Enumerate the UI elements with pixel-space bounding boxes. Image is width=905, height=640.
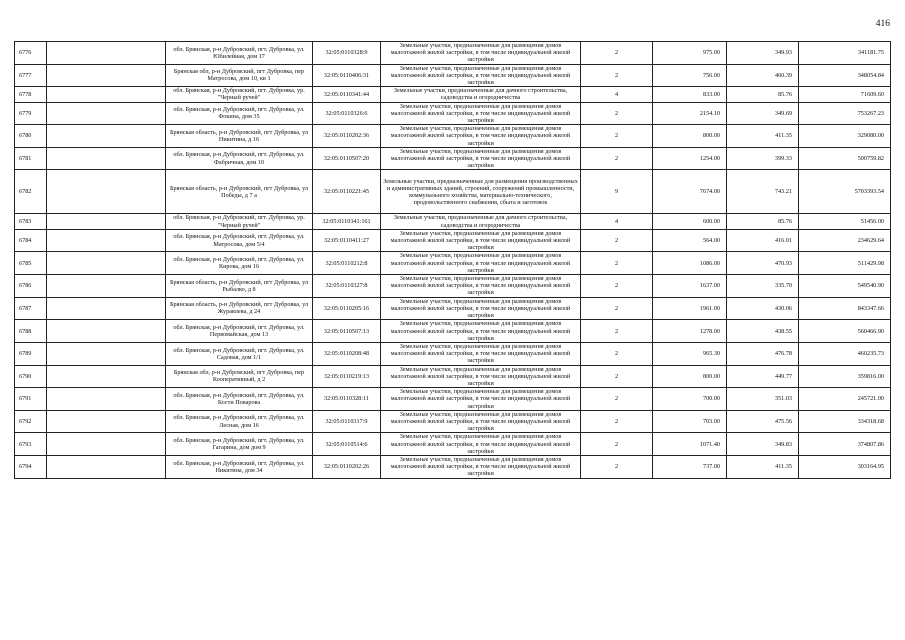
land-use-cell: Земельные участки, предназначенные для дачного строительства, садоводства и огородничества xyxy=(381,87,581,102)
address-cell: обл. Брянская, р-н Дубровский, пгт. Дубровка, ул. Фокина, дом 35 xyxy=(166,102,313,125)
cadastral-number-cell: 32:05:0110317:9 xyxy=(313,410,381,433)
empty-cell xyxy=(47,388,166,411)
land-use-cell: Земельные участки, предназначенные для размещения домов малоэтажной жилой застройки, в том числе индивидуальной жилой застройки xyxy=(381,297,581,320)
group-cell: 2 xyxy=(581,102,653,125)
cadastral-value-cell: 511429.98 xyxy=(799,252,891,275)
cadastral-value-cell: 234629.64 xyxy=(799,229,891,252)
cadastral-number-cell: 32:05:0110202:26 xyxy=(313,455,381,478)
address-cell: Брянская обл, р-н Дубровский, пгт Дубровка, пер Кооперативный, д 2 xyxy=(166,365,313,388)
row-number: 6777 xyxy=(15,64,47,87)
specific-value-cell: 449.77 xyxy=(727,365,799,388)
empty-cell xyxy=(47,297,166,320)
cadastral-number-cell: 32:05:0110327:8 xyxy=(313,275,381,298)
row-number: 6781 xyxy=(15,147,47,170)
group-cell: 9 xyxy=(581,170,653,214)
cadastral-number-cell: 32:05:0110208:48 xyxy=(313,342,381,365)
cadastral-value-cell: 359816.00 xyxy=(799,365,891,388)
land-use-cell: Земельные участки, предназначенные для размещения домов малоэтажной жилой застройки, в том числе индивидуальной жилой застройки xyxy=(381,433,581,456)
address-cell: обл. Брянская, р-н Дубровский, пгт. Дубровка, ул. Матросова, дом 5/4 xyxy=(166,229,313,252)
cadastral-number-cell: 32:05:0110326:6 xyxy=(313,102,381,125)
group-cell: 2 xyxy=(581,410,653,433)
specific-value-cell: 475.56 xyxy=(727,410,799,433)
empty-cell xyxy=(47,320,166,343)
row-number: 6788 xyxy=(15,320,47,343)
address-cell: Брянская область, р-н Дубровский, пгт Дубровка, ул Победы, д 7 а xyxy=(166,170,313,214)
table-row xyxy=(15,64,891,87)
specific-value-cell: 743.21 xyxy=(727,170,799,214)
address-cell: обл. Брянская, р-н Дубровский, пгт. Дубровка, ул. Кости Поварова xyxy=(166,388,313,411)
row-number: 6782 xyxy=(15,170,47,214)
area-cell: 703.00 xyxy=(653,410,727,433)
address-cell: Брянская обл, р-н Дубровский, пгт Дубровка, пер Матросова, дом 10, кв 1 xyxy=(166,64,313,87)
specific-value-cell: 85.76 xyxy=(727,87,799,102)
group-cell: 2 xyxy=(581,342,653,365)
cadastral-value-cell: 341181.75 xyxy=(799,42,891,65)
area-cell: 833.00 xyxy=(653,87,727,102)
cadastral-number-cell: 32:05:0110328:11 xyxy=(313,388,381,411)
area-cell: 7674.00 xyxy=(653,170,727,214)
area-cell: 1086.00 xyxy=(653,252,727,275)
area-cell: 800.00 xyxy=(653,365,727,388)
area-cell: 756.00 xyxy=(653,64,727,87)
empty-cell xyxy=(47,365,166,388)
table-row xyxy=(15,170,891,214)
table-row xyxy=(15,455,891,478)
group-cell: 4 xyxy=(581,214,653,229)
table-row xyxy=(15,433,891,456)
table-row xyxy=(15,229,891,252)
empty-cell xyxy=(47,87,166,102)
row-number: 6794 xyxy=(15,455,47,478)
group-cell: 2 xyxy=(581,229,653,252)
land-use-cell: Земельные участки, предназначенные для размещения домов малоэтажной жилой застройки, в том числе индивидуальной жилой застройки xyxy=(381,64,581,87)
row-number: 6779 xyxy=(15,102,47,125)
cadastral-number-cell: 32:05:0110202:36 xyxy=(313,125,381,148)
empty-cell xyxy=(47,147,166,170)
empty-cell xyxy=(47,229,166,252)
cadastral-value-cell: 460235.73 xyxy=(799,342,891,365)
cadastral-value-cell: 303164.95 xyxy=(799,455,891,478)
group-cell: 2 xyxy=(581,365,653,388)
empty-cell xyxy=(47,455,166,478)
area-cell: 737.00 xyxy=(653,455,727,478)
cadastral-number-cell: 32:05:0110328:9 xyxy=(313,42,381,65)
land-use-cell: Земельные участки, предназначенные для размещения домов малоэтажной жилой застройки, в том числе индивидуальной жилой застройки xyxy=(381,342,581,365)
cadastral-number-cell: 32:05:0110341:161 xyxy=(313,214,381,229)
specific-value-cell: 411.35 xyxy=(727,125,799,148)
land-use-cell: Земельные участки, предназначенные для размещения домов малоэтажной жилой застройки, в том числе индивидуальной жилой застройки xyxy=(381,102,581,125)
group-cell: 2 xyxy=(581,42,653,65)
area-cell: 700.00 xyxy=(653,388,727,411)
group-cell: 2 xyxy=(581,297,653,320)
empty-cell xyxy=(47,125,166,148)
area-cell: 800.00 xyxy=(653,125,727,148)
empty-cell xyxy=(47,275,166,298)
cadastral-value-cell: 5703393.54 xyxy=(799,170,891,214)
area-cell: 1254.00 xyxy=(653,147,727,170)
address-cell: обл. Брянская, р-н Дубровский, пгт. Дубровка, ул. Первомайская, дом 13 xyxy=(166,320,313,343)
group-cell: 2 xyxy=(581,125,653,148)
cadastral-value-cell: 51456.00 xyxy=(799,214,891,229)
area-cell: 965.30 xyxy=(653,342,727,365)
address-cell: Брянская область, р-н Дубровский, пгт Дубровка, ул Журавлева, д 24 xyxy=(166,297,313,320)
specific-value-cell: 476.78 xyxy=(727,342,799,365)
area-cell: 564.00 xyxy=(653,229,727,252)
cadastral-value-cell: 334318.68 xyxy=(799,410,891,433)
row-number: 6778 xyxy=(15,87,47,102)
table-row xyxy=(15,320,891,343)
cadastral-number-cell: 32:05:0110411:27 xyxy=(313,229,381,252)
cadastral-value-cell: 843347.66 xyxy=(799,297,891,320)
land-use-cell: Земельные участки, предназначенные для размещения домов малоэтажной жилой застройки, в том числе индивидуальной жилой застройки xyxy=(381,229,581,252)
row-number: 6786 xyxy=(15,275,47,298)
cadastral-value-cell: 374807.86 xyxy=(799,433,891,456)
address-cell: обл. Брянская, р-н Дубровский, пгт. Дубровка, ул. Садовая, дом 1/1 xyxy=(166,342,313,365)
area-cell: 2154.10 xyxy=(653,102,727,125)
page-number: 416 xyxy=(875,19,890,29)
cadastral-number-cell: 32:05:0110221:45 xyxy=(313,170,381,214)
row-number: 6792 xyxy=(15,410,47,433)
address-cell: обл. Брянская, р-н Дубровский, пгт. Дубровка, ур. "Черный ручей" xyxy=(166,87,313,102)
cadastral-number-cell: 32:05:0110507:13 xyxy=(313,320,381,343)
empty-cell xyxy=(47,433,166,456)
row-number: 6790 xyxy=(15,365,47,388)
land-use-cell: Земельные участки, предназначенные для размещения домов малоэтажной жилой застройки, в том числе индивидуальной жилой застройки xyxy=(381,252,581,275)
empty-cell xyxy=(47,214,166,229)
row-number: 6787 xyxy=(15,297,47,320)
group-cell: 2 xyxy=(581,388,653,411)
specific-value-cell: 85.76 xyxy=(727,214,799,229)
area-cell: 1961.00 xyxy=(653,297,727,320)
address-cell: обл. Брянская, р-н Дубровский, пгт. Дубровка, ул. Лесная, дом 16 xyxy=(166,410,313,433)
specific-value-cell: 349.83 xyxy=(727,433,799,456)
land-use-cell: Земельные участки, предназначенные для размещения домов малоэтажной жилой застройки, в том числе индивидуальной жилой застройки xyxy=(381,147,581,170)
table-row xyxy=(15,147,891,170)
specific-value-cell: 349.69 xyxy=(727,102,799,125)
table-row xyxy=(15,297,891,320)
row-number: 6784 xyxy=(15,229,47,252)
table-row xyxy=(15,42,891,65)
specific-value-cell: 351.03 xyxy=(727,388,799,411)
area-cell: 975.00 xyxy=(653,42,727,65)
cadastral-value-cell: 549540.90 xyxy=(799,275,891,298)
land-use-cell: Земельные участки, предназначенные для размещения домов малоэтажной жилой застройки, в том числе индивидуальной жилой застройки xyxy=(381,125,581,148)
cadastral-value-cell: 329080.00 xyxy=(799,125,891,148)
cadastral-number-cell: 32:05:0110212:8 xyxy=(313,252,381,275)
row-number: 6776 xyxy=(15,42,47,65)
address-cell: обл. Брянская, р-н Дубровский, пгт. Дубровка, ул. Никитина, дом 34 xyxy=(166,455,313,478)
land-use-cell: Земельные участки, предназначенные для дачного строительства, садоводства и огородничества xyxy=(381,214,581,229)
row-number: 6793 xyxy=(15,433,47,456)
table-row xyxy=(15,252,891,275)
land-use-cell: Земельные участки, предназначенные для размещения домов малоэтажной жилой застройки, в том числе индивидуальной жилой застройки xyxy=(381,365,581,388)
group-cell: 2 xyxy=(581,147,653,170)
table-row xyxy=(15,342,891,365)
table-row xyxy=(15,275,891,298)
cadastral-number-cell: 32:05:0110219:13 xyxy=(313,365,381,388)
land-use-cell: Земельные участки, предназначенные для размещения домов малоэтажной жилой застройки, в том числе индивидуальной жилой застройки xyxy=(381,455,581,478)
group-cell: 2 xyxy=(581,64,653,87)
address-cell: обл. Брянская, р-н Дубровский, пгт. Дубровка, ул. Кирова, дом 16 xyxy=(166,252,313,275)
area-cell: 1637.00 xyxy=(653,275,727,298)
table-row xyxy=(15,388,891,411)
table-row xyxy=(15,410,891,433)
group-cell: 2 xyxy=(581,252,653,275)
land-use-cell: Земельные участки, предназначенные для размещения домов малоэтажной жилой застройки, в том числе индивидуальной жилой застройки xyxy=(381,42,581,65)
table-row xyxy=(15,365,891,388)
cadastral-number-cell: 32:05:0110205:16 xyxy=(313,297,381,320)
specific-value-cell: 438.55 xyxy=(727,320,799,343)
row-number: 6785 xyxy=(15,252,47,275)
specific-value-cell: 416.01 xyxy=(727,229,799,252)
table-row xyxy=(15,214,891,229)
table-row xyxy=(15,102,891,125)
cadastral-number-cell: 32:05:0110406:31 xyxy=(313,64,381,87)
cadastral-value-table xyxy=(14,41,891,479)
specific-value-cell: 460.39 xyxy=(727,64,799,87)
area-cell: 600.00 xyxy=(653,214,727,229)
specific-value-cell: 430.06 xyxy=(727,297,799,320)
row-number: 6783 xyxy=(15,214,47,229)
specific-value-cell: 349.93 xyxy=(727,42,799,65)
specific-value-cell: 411.35 xyxy=(727,455,799,478)
land-use-cell: Земельные участки, предназначенные для размещения домов малоэтажной жилой застройки, в том числе индивидуальной жилой застройки xyxy=(381,388,581,411)
land-use-cell: Земельные участки, предназначенные для размещения домов малоэтажной жилой застройки, в том числе индивидуальной жилой застройки xyxy=(381,320,581,343)
area-cell: 1278.00 xyxy=(653,320,727,343)
empty-cell xyxy=(47,342,166,365)
group-cell: 4 xyxy=(581,87,653,102)
row-number: 6789 xyxy=(15,342,47,365)
group-cell: 2 xyxy=(581,320,653,343)
table-row xyxy=(15,87,891,102)
empty-cell xyxy=(47,170,166,214)
table-body xyxy=(15,42,891,479)
table-row xyxy=(15,125,891,148)
cadastral-value-cell: 71609.60 xyxy=(799,87,891,102)
land-use-cell: Земельные участки, предназначенные для размещения домов малоэтажной жилой застройки, в том числе индивидуальной жилой застройки xyxy=(381,410,581,433)
empty-cell xyxy=(47,410,166,433)
address-cell: Брянская область, р-н Дубровский, пгт Дубровка, ул Рыбалко, д 8 xyxy=(166,275,313,298)
empty-cell xyxy=(47,252,166,275)
group-cell: 2 xyxy=(581,275,653,298)
empty-cell xyxy=(47,102,166,125)
cadastral-value-cell: 500759.82 xyxy=(799,147,891,170)
row-number: 6791 xyxy=(15,388,47,411)
land-use-cell: Земельные участки, предназначенные для размещения производственных и административных зданий, строений, сооружений промышленности, коммунального хозяйства, материально-технического, продовольственного снабжения, сбыта и заготовок xyxy=(381,170,581,214)
cadastral-value-cell: 753267.23 xyxy=(799,102,891,125)
specific-value-cell: 399.33 xyxy=(727,147,799,170)
cadastral-value-cell: 560466.90 xyxy=(799,320,891,343)
specific-value-cell: 470.93 xyxy=(727,252,799,275)
empty-cell xyxy=(47,42,166,65)
address-cell: обл. Брянская, р-н Дубровский, пгт. Дубровка, ур. "Черный ручей" xyxy=(166,214,313,229)
land-use-cell: Земельные участки, предназначенные для размещения домов малоэтажной жилой застройки, в том числе индивидуальной жилой застройки xyxy=(381,275,581,298)
empty-cell xyxy=(47,64,166,87)
cadastral-value-cell: 348054.84 xyxy=(799,64,891,87)
address-cell: обл. Брянская, р-н Дубровский, пгт. Дубровка, ул. Гагарина, дом дом 9 xyxy=(166,433,313,456)
cadastral-value-cell: 245721.00 xyxy=(799,388,891,411)
specific-value-cell: 335.70 xyxy=(727,275,799,298)
group-cell: 2 xyxy=(581,433,653,456)
cadastral-number-cell: 32:05:0110507:20 xyxy=(313,147,381,170)
area-cell: 1071.40 xyxy=(653,433,727,456)
row-number: 6780 xyxy=(15,125,47,148)
group-cell: 2 xyxy=(581,455,653,478)
address-cell: обл. Брянская, р-н Дубровский, пгт. Дубровка, ул. Фабричная, дом 10 xyxy=(166,147,313,170)
cadastral-number-cell: 32:05:0110514:6 xyxy=(313,433,381,456)
cadastral-number-cell: 32:05:0110341:44 xyxy=(313,87,381,102)
address-cell: Брянская область, р-н Дубровский, пгт Дубровка, ул Никитина, д 16 xyxy=(166,125,313,148)
address-cell: обл. Брянская, р-н Дубровский, пгт. Дубровка, ул. Юбилейная, дом 17 xyxy=(166,42,313,65)
